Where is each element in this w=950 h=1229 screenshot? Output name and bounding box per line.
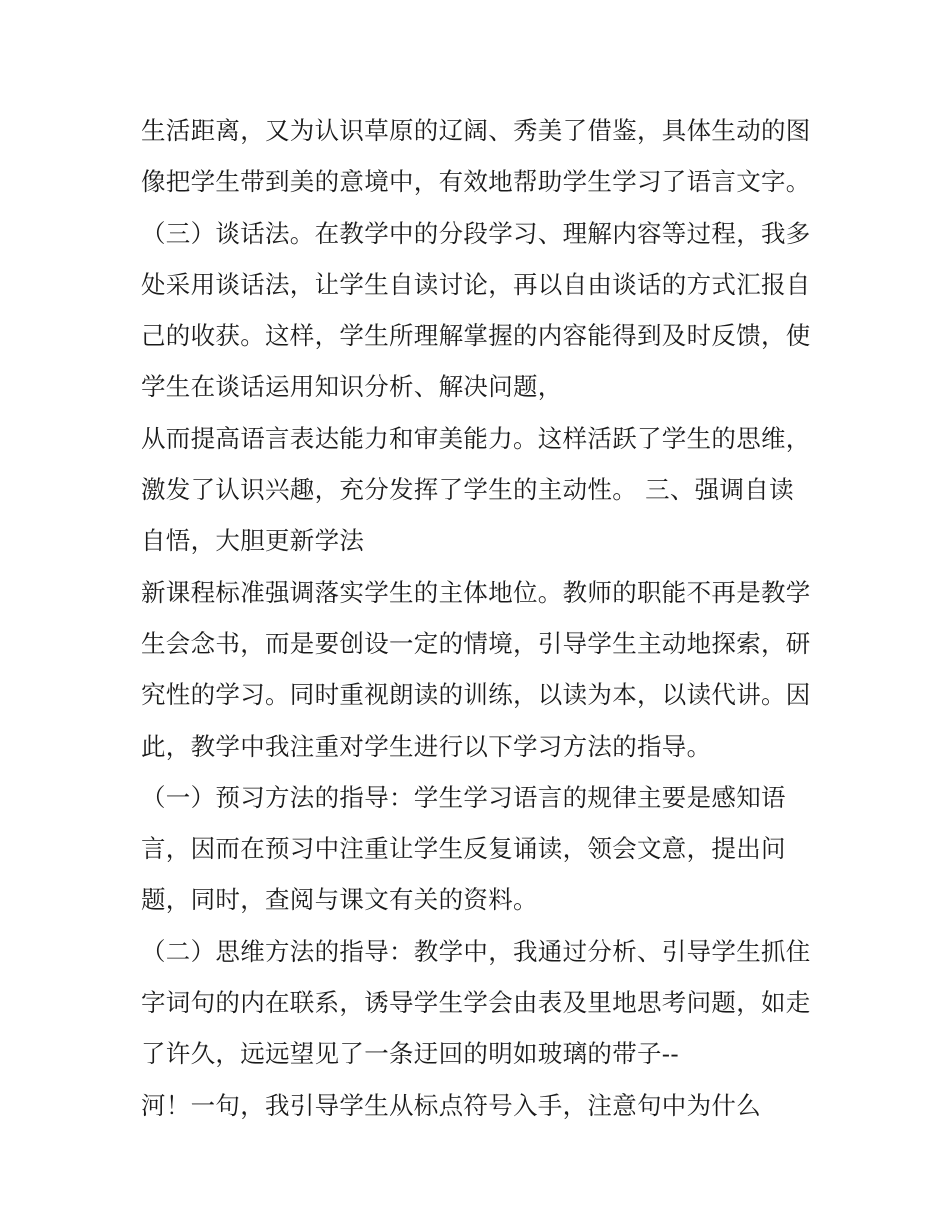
text-line-6: 学生在谈话运用知识分析、解决问题， (141, 372, 563, 402)
body-text (141, 105, 821, 1131)
text-line-4: 处采用谈话法，让学生自读讨论，再以自由谈话的方式汇报自 (141, 269, 811, 299)
text-line-13: 此，教学中我注重对学生进行以下学习方法的指导。 (141, 731, 712, 761)
text-line-17: （二）思维方法的指导：教学中，我通过分析、引导学生抓住 (141, 936, 811, 966)
text-line-16: 题，同时，查阅与课文有关的资料。 (141, 885, 538, 915)
text-line-7: 从而提高语言表达能力和审美能力。这样活跃了学生的思维， (141, 423, 811, 453)
text-line-2: 像把学生带到美的意境中，有效地帮助学生学习了语言文字。 (141, 167, 811, 197)
text-line-8: 激发了认识兴趣，充分发挥了学生的主动性。 三、强调自读 (141, 475, 794, 505)
text-line-12: 究性的学习。同时重视朗读的训练，以读为本，以读代讲。因 (141, 680, 811, 710)
text-line-11: 生会念书，而是要创设一定的情境，引导学生主动地探索，研 (141, 628, 811, 658)
text-line-15: 言，因而在预习中注重让学生反复诵读，领会文意，提出问 (141, 834, 786, 864)
text-line-14: （一）预习方法的指导：学生学习语言的规律主要是感知语 (141, 782, 786, 812)
text-line-20: 河！一句，我引导学生从标点符号入手，注意句中为什么 (141, 1090, 761, 1120)
text-line-18: 字词句的内在联系，诱导学生学会由表及里地思考问题，如走 (141, 988, 811, 1018)
text-line-9: 自悟，大胆更新学法 (141, 526, 365, 556)
text-line-3: （三）谈话法。在教学中的分段学习、理解内容等过程，我多 (141, 218, 811, 248)
text-line-5: 己的收获。这样，学生所理解掌握的内容能得到及时反馈，使 (141, 321, 811, 351)
text-line-10: 新课程标准强调落实学生的主体地位。教师的职能不再是教学 (141, 577, 811, 607)
text-line-1: 生活距离，又为认识草原的辽阔、秀美了借鉴，具体生动的图 (141, 116, 811, 145)
text-line-19: 了许久，远远望见了一条迂回的明如玻璃的带子-- (141, 1039, 679, 1069)
